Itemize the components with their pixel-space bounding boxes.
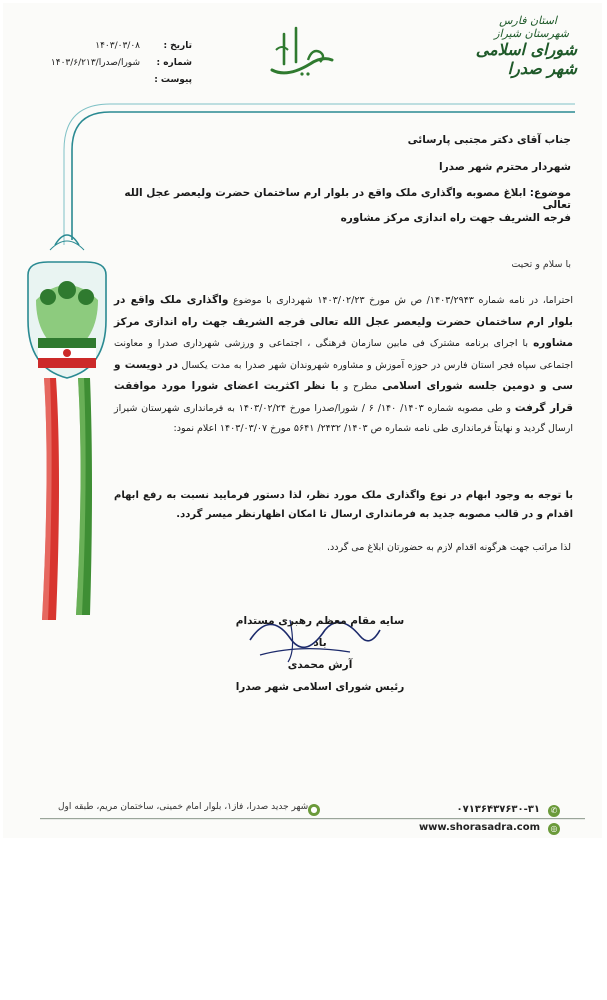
signatory-name: آرش محمدی — [287, 659, 353, 671]
subject-line-2: فرجه الشریف جهت راه اندازی مرکز مشاوره — [340, 212, 571, 224]
footer-phone: ۰۷۱۳۶۴۳۷۶۳۰-۳۱ — [456, 804, 540, 815]
page-margin — [0, 840, 607, 1000]
addressee-name: جناب آقای دکتر مجتبی پارسائی — [407, 134, 571, 146]
letter-footer — [40, 800, 580, 836]
para-program: با اجرای برنامه مشترک فی مابین سازمان فرهنگی ، اجتماعی و ورزشی شهرداری صدرا و معاونت اجتماعی سپاه فجر استان فارس در حوزه آموزش و مشاوره شهروندان شهر صدرا به مدت یکسال — [114, 338, 573, 371]
emphasis-paragraph: با توجه به وجود ابهام در نوع واگذاری ملک مورد نظر، لذا دستور فرمایید نسبت به رفع ابهام اقدام و در قالب مصوبه جدید به فرمانداری ارسال تا امکان اظهارنظر میسر گردد. — [114, 490, 573, 520]
attachment-row — [42, 72, 192, 89]
addressee-title: شهردار محترم شهر صدرا — [438, 161, 571, 173]
globe-icon: ◎ — [548, 823, 560, 835]
para-approval: با نظر اکثریت اعضای شورا مورد موافقت قرار گرفت — [114, 380, 573, 414]
greeting: با سلام و تحیت — [511, 259, 571, 270]
date-label: تاریخ : — [163, 41, 192, 51]
location-icon: ● — [308, 804, 320, 816]
date-value: ۱۴۰۳/۰۳/۰۸ — [95, 41, 140, 51]
phone-icon: ✆ — [548, 805, 560, 817]
number-row — [42, 55, 192, 72]
number-value: ۱۴۰۳/۶/۲۱۳/شورا/صدرا — [50, 58, 140, 68]
date-row — [42, 38, 192, 55]
attachment-value — [42, 72, 144, 89]
signature-block — [230, 610, 410, 698]
closing-line: لذا مراتب جهت هرگونه اقدام لازم به حضورتان ابلاغ می گردد. — [327, 542, 571, 553]
main-paragraph — [114, 290, 573, 440]
footer-website: www.shorasadra.com — [418, 822, 540, 833]
para-governorate: و طی مصوبه شماره ۱۴۰۳/ ۱۴۰/ ۶ / شورا/صدرا مورخ ۱۴۰۳/۰۲/۲۴ به فرمانداری شهرستان شیراز ارسال گردید و نهایتاً فرمانداری طی نامه شماره ص ۱۴۰۳/ ۲۴۳۲/ ۵۶۴۱ مورخ ۱۴۰۳/۰۳/۰۷ اعلام نمود: — [114, 402, 573, 434]
para-topic: واگذاری ملک واقع در بلوار ارم ساختمان حضرت ولیعصر عجل الله تعالی فرجه الشریف جهت راه اندازی مرکز مشاوره — [114, 294, 573, 349]
council-header — [447, 14, 577, 78]
province-name: استان فارس — [499, 14, 557, 27]
number-label: شماره : — [156, 58, 192, 68]
council-name: شورای اسلامی شهر صدرا — [475, 40, 577, 78]
county-name: شهرستان شیراز — [494, 27, 569, 40]
signature-line-1: سایه مقام معظم رهبری مستدام باد — [235, 615, 405, 649]
para-session: در دویست و سی و دومین جلسه شورای اسلامی — [114, 358, 573, 392]
signatory-title: رئیس شورای اسلامی شهر صدرا — [235, 681, 405, 693]
letter-meta — [42, 38, 192, 89]
subject-line-1: موضوع: ابلاغ مصوبه واگذاری ملک واقع در بلوار ارم ساختمان حضرت ولیعصر عجل الله تعالی — [124, 187, 571, 211]
footer-address: شهر جدید صدرا، فاز۱، بلوار امام خمینی، ساختمان مریم، طبقه اول — [58, 802, 309, 812]
attachment-label: پیوست : — [154, 75, 192, 85]
para-intro: احتراما، در نامه شماره ۱۴۰۳/۲۹۴۳/ ص ش مورخ ۱۴۰۳/۰۲/۲۳ شهرداری با موضوع — [228, 295, 573, 306]
para-raised: مطرح و — [338, 381, 383, 392]
basmala-calligraphy — [262, 20, 342, 82]
